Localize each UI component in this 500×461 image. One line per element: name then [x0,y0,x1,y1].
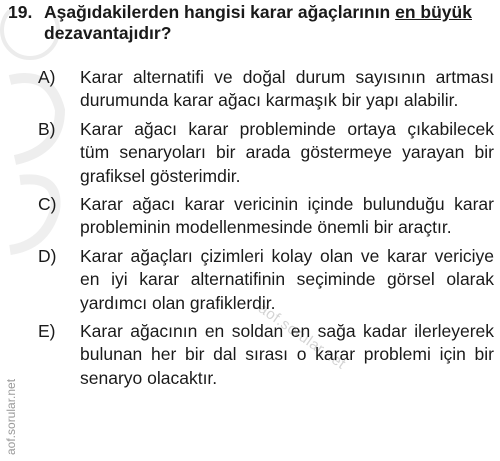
option-b[interactable] [38,118,494,188]
option-c[interactable] [38,193,494,240]
question-text-after: dezavantajıdır? [44,23,172,43]
option-text: Karar ağacının en soldan en sağa kadar ilerleyerek bulunan her bir dal sırası o karar problemi için bir senaryo olacaktır. [80,321,494,388]
option-d[interactable] [38,245,494,315]
option-text: Karar ağaçları çizimleri kolay olan ve karar vericiye en iyi karar alternatifinin seçiminde görsel olarak yardımcı olan grafiklerdir. [80,245,494,313]
option-letter: D) [38,245,57,266]
option-e[interactable] [38,320,494,390]
question-header [8,2,496,44]
question-number: 19. [8,2,33,22]
option-letter: B) [38,118,56,139]
watermark-diagonal-text: aof.sorular.net [255,300,350,373]
question-text-before: Aşağıdakilerden hangisi karar ağaçlarının [44,2,396,22]
options-list [38,66,494,395]
question-block [8,2,496,44]
option-letter: C) [38,194,57,215]
option-text: Karar ağacı karar probleminde ortaya çıkabilecek tüm senaryoları bir arada göstermeye yarayan bir grafiksel gösterimdir. [80,118,494,186]
question-text-underlined: en büyük [395,2,472,22]
option-a[interactable] [38,66,494,113]
option-text: Karar alternatifi ve doğal durum sayısının artması durumunda karar ağacı karmaşık bir yapı alabilir. [80,67,494,111]
option-letter: A) [38,67,56,87]
option-letter: E) [38,321,56,342]
question-text [44,2,496,44]
option-text: Karar ağacı karar vericinin içinde bulunduğu karar probleminin modellenmesinde önemli bir araçtır. [80,194,494,238]
watermark-side-text: aof.sorular.net [4,378,18,455]
